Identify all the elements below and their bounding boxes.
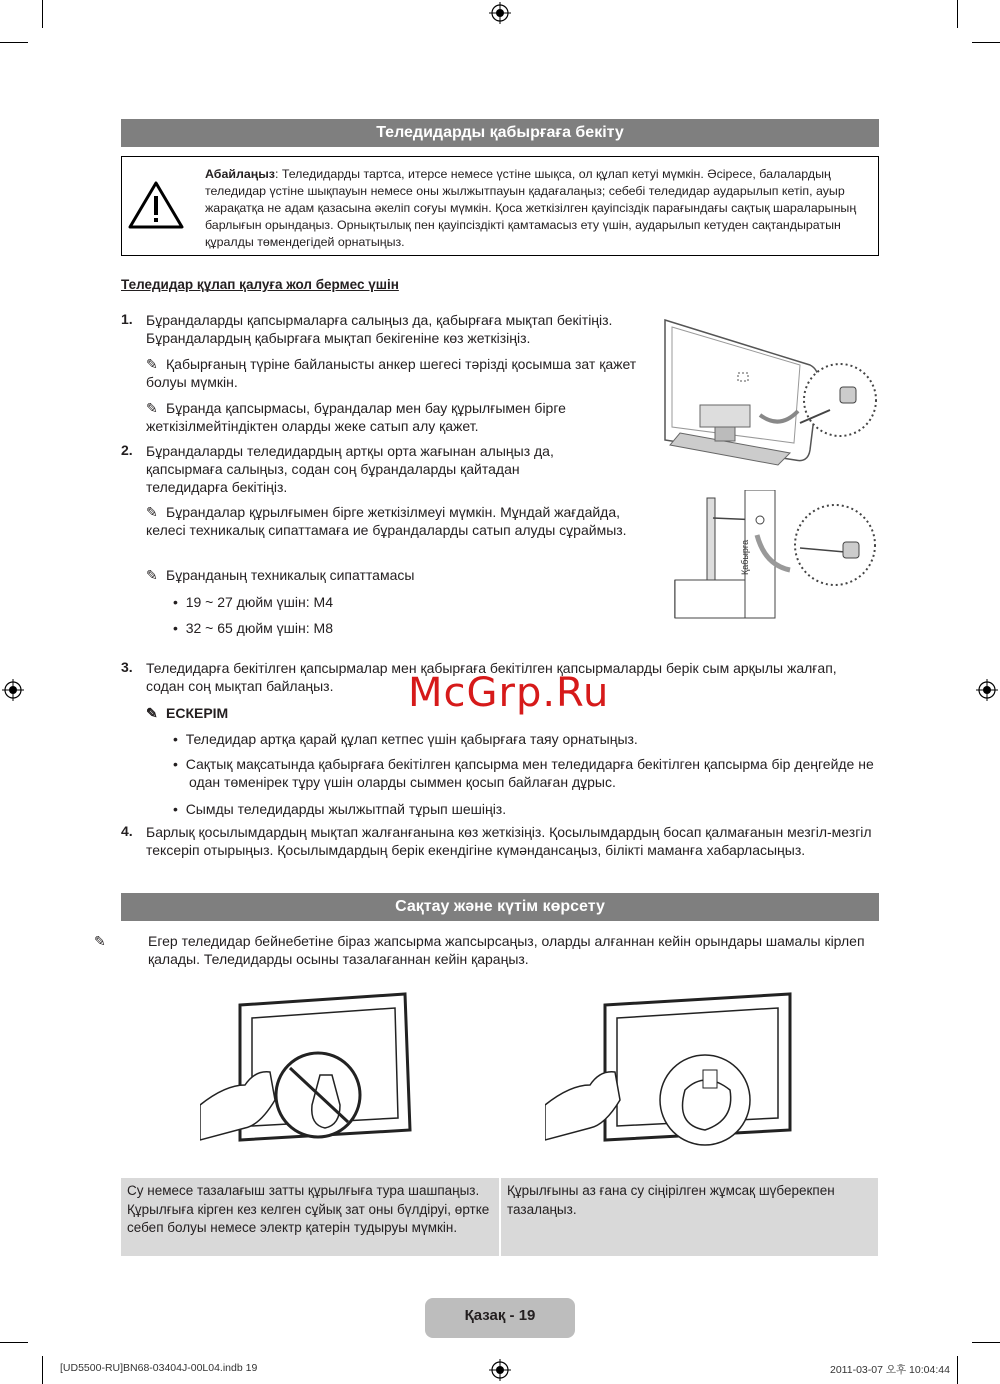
table-cell-do-not: Су немесе тазалағыш затты құрылғыға тура шашпаңыз. Құрылғыға кірген кез келген сұйық зат оны бүлдіруі, өртке себеп болуы немесе электр қатерін тудыруы мүмкін. — [121, 1178, 499, 1256]
bullet-item: • 19 ~ 27 дюйм үшін: M4 — [173, 594, 333, 610]
cloth-clean-figure — [545, 990, 795, 1165]
step2-text: Бұрандаларды теледидардың артқы орта жағынан алыңыз да, қапсырмаға салыңыз, содан соң бұрандаларды қайтадан теледидарға бекітіңіз. — [146, 443, 554, 495]
note-title: ЕСКЕРІМ — [166, 705, 229, 721]
bullet-m4: 19 ~ 27 дюйм үшін: M4 — [185, 594, 333, 610]
step-number: 3. — [121, 659, 133, 675]
step-number: 2. — [121, 442, 133, 458]
pencil-note-icon: ✎ — [146, 356, 158, 372]
step2-note2 — [146, 566, 641, 584]
pencil-note-icon: ✎ — [146, 567, 158, 583]
step4-text: Барлық қосылымдардың мықтап жалғанғанына көз жеткізіңіз. Қосылымдардың босап қалмағанын мезгіл-мезгіл тексеріп отырыңыз. Қосылымдардың берік екендігіне күмәндансаңыз, білікті маманға хабарласыңыз. — [146, 824, 872, 858]
step3-bullet1: Теледидар артқа қарай құлап кетпес үшін қабырғаға таяу орнатыңыз. — [185, 731, 638, 747]
care-note — [94, 932, 893, 968]
warning-text — [205, 166, 865, 251]
crop-mark — [957, 1356, 958, 1384]
step2-note1 — [146, 503, 641, 539]
step2-note2-text: Бұранданың техникалық сипаттамасы — [166, 567, 415, 583]
bullet-m8: 32 ~ 65 дюйм үшін: M8 — [185, 620, 333, 636]
note-heading — [146, 704, 228, 722]
step-number: 1. — [121, 311, 133, 327]
tv-bracket-figure — [660, 315, 880, 475]
pencil-note-icon: ✎ — [146, 400, 158, 416]
registration-mark-icon — [2, 679, 24, 701]
step-number: 4. — [121, 823, 133, 839]
footer-timestamp: 2011-03-07 오후 10:04:44 — [830, 1364, 950, 1376]
wall-side-figure — [665, 490, 885, 620]
section-title-care: Сақтау және күтім көрсету — [121, 893, 879, 921]
section-title-wall-mount: Теледидарды қабырғаға бекіту — [121, 119, 879, 147]
bullet-item: • Теледидар артқа қарай құлап кетпес үшін қабырғаға таяу орнатыңыз. — [173, 731, 638, 747]
watermark: McGrp.Ru — [408, 670, 610, 716]
step3-text: Теледидарға бекітілген қапсырмалар мен қабырғаға бекітілген қапсырмаларды берік сым арқылы жалғап, содан соң мықтап байлаңыз. — [146, 660, 837, 694]
step1-note1 — [146, 355, 646, 391]
step1-text: Бұрандаларды қапсырмаларға салыңыз да, қабырғаға мықтап бекітіңіз. Бұрандалардың қабырғаға мықтап бекігеніне көз жеткізіңіз. — [146, 312, 613, 346]
table-cell-do: Құрылғыны аз ғана су сіңірілген жұмсақ шүберекпен тазалаңыз. — [501, 1178, 878, 1256]
bullet-item: • Сақтық мақсатында қабырғаға бекітілген қапсырма мен теледидарға бекітілген қапсырма бір деңгейде не одан төменірек тұру үшін оларды сыммен қосып байлаған дұрыс. — [173, 756, 874, 790]
registration-mark-icon — [489, 2, 511, 24]
step3-bullet3: Сымды теледидарды жылжытпай тұрып шешіңіз. — [185, 801, 507, 817]
crop-mark — [972, 42, 1000, 43]
step3-bullet2: Сақтық мақсатында қабырғаға бекітілген қапсырма мен теледидарға бекітілген қапсырма бір деңгейде не одан төменірек тұру үшін оларды сыммен қосып байлаған дұрыс. — [185, 756, 874, 790]
registration-mark-icon — [489, 1359, 511, 1381]
warning-triangle-icon — [128, 180, 184, 230]
page-number: Қазақ - 19 — [425, 1298, 575, 1338]
care-note-text: Егер теледидар бейнебетіне біраз жапсырма жапсырсаңыз, оларды алғаннан кейін орындары шамалы кірлеп қалады. Теледидарды осыны тазалағаннан кейін қараңыз. — [148, 933, 865, 967]
crop-mark — [0, 42, 28, 43]
step1-note2 — [146, 399, 646, 435]
bullet-item: • 32 ~ 65 дюйм үшін: M8 — [173, 620, 333, 636]
crop-mark — [972, 1342, 1000, 1343]
registration-mark-icon — [976, 679, 998, 701]
bullet-item: • Сымды теледидарды жылжытпай тұрып шешіңіз. — [173, 801, 507, 817]
do-not-spray-figure — [200, 990, 420, 1165]
subheading-prevent-fall: Теледидар құлап қалуға жол бермес үшін — [121, 277, 399, 292]
wall-label: Қабырға — [740, 539, 750, 575]
warning-lead: Абайлаңыз — [205, 167, 275, 181]
crop-mark — [0, 1342, 28, 1343]
step2-note1-text: Бұрандалар құрылғымен бірге жеткізілмеуі мүмкін. Мұндай жағдайда, келесі техникалық сипаттамаға ие бұрандаларды сатып алуды сұраймыз. — [146, 504, 627, 538]
pencil-note-icon: ✎ — [94, 933, 106, 949]
pencil-note-icon: ✎ — [146, 504, 158, 520]
warning-body: : Теледидарды тартса, итерсе немесе үстіне шықса, ол құлап кетуі мүмкін. Әсіресе, балалардың теледидар үстіне шықпауын немесе оны жылжытпауын қадағалаңыз; себебі теледидар аударылып кетіп, ауыр жарақатқа не адам қазасына әкеліп соғуы мүмкін. Қоса жеткізілген қауіпсіздік парағындағы сақтық шараларының барлығын орындаңыз. Орнықтылық пен қауіпсіздікті қамтамасыз ету үшін, аударылып кетуден сақтандыратын құралды төмендегідей орнатыңыз. — [205, 167, 857, 249]
step1-note1-text: Қабырғаның түріне байланысты анкер шегесі тәрізді қосымша зат қажет болуы мүмкін. — [146, 356, 637, 390]
crop-mark — [957, 0, 958, 28]
footer-file: [UD5500-RU]BN68-03404J-00L04.indb 19 — [60, 1362, 258, 1374]
crop-mark — [42, 0, 43, 28]
pencil-note-icon: ✎ — [146, 705, 158, 721]
crop-mark — [42, 1356, 43, 1384]
step1-note2-text: Бұранда қапсырмасы, бұрандалар мен бау құрылғымен бірге жеткізілмейтіндіктен оларды жеке сатып алу қажет. — [146, 400, 566, 434]
